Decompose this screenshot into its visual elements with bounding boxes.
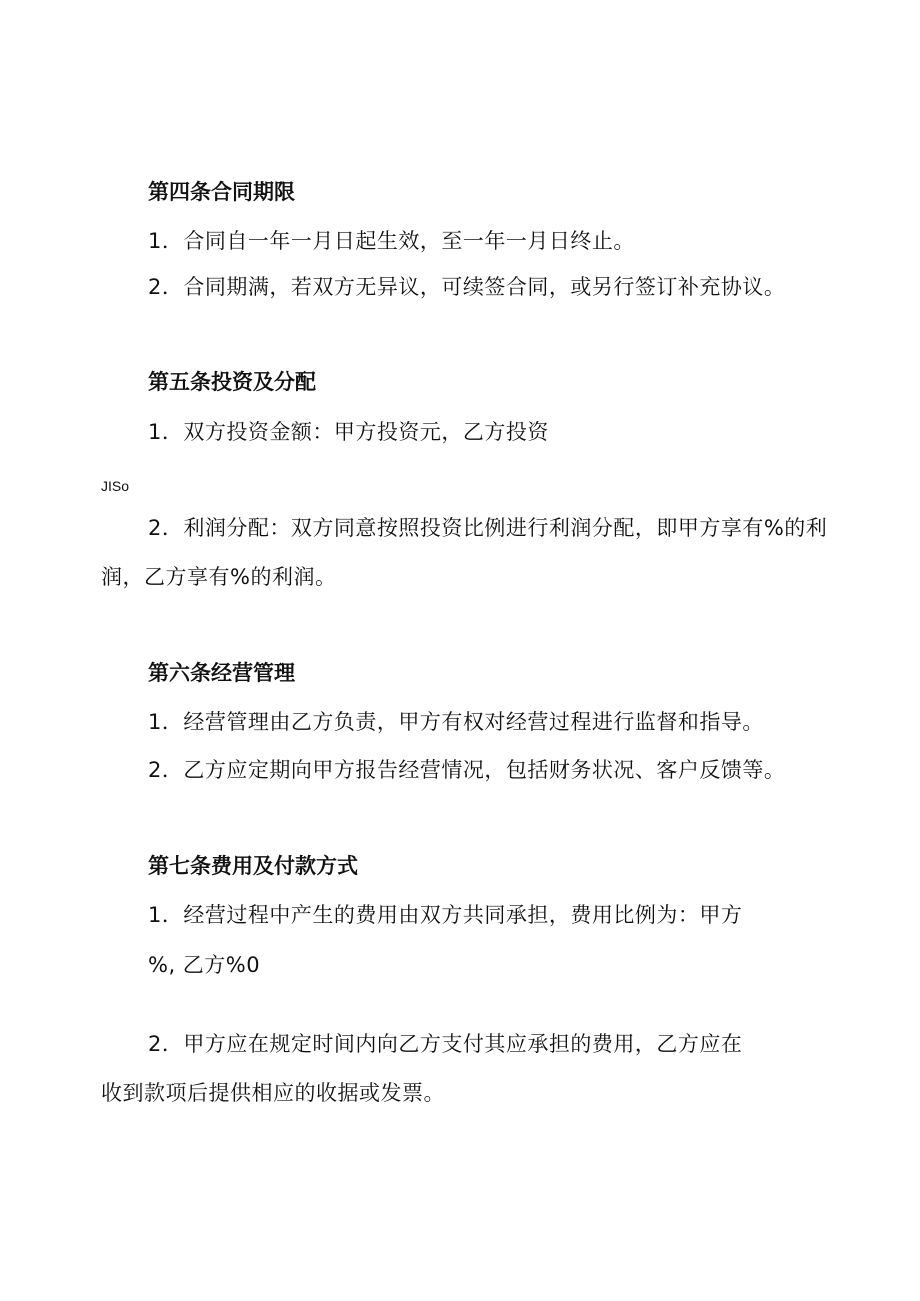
section-4-clause-1: 1．合同自一年一月日起生效，至一年一月日终止。 [148, 229, 635, 253]
section-5-clause-2-continued: 润，乙方享有%的利润。 [101, 565, 337, 589]
section-6-heading: 第六条经营管理 [148, 661, 295, 685]
section-5-heading: 第五条投资及分配 [148, 370, 316, 394]
section-7-clause-2: 2．甲方应在规定时间内向乙方支付其应承担的费用，乙方应在 [148, 1032, 743, 1056]
section-7-clause-2-continued: 收到款项后提供相应的收据或发票。 [101, 1081, 445, 1105]
section-4-heading: 第四条合同期限 [148, 180, 295, 204]
section-7-heading: 第七条费用及付款方式 [148, 854, 358, 878]
section-5-clause-2: 2．利润分配：双方同意按照投资比例进行利润分配，即甲方享有%的利 [148, 516, 828, 540]
section-7-clause-1-continued: %, 乙方%0 [148, 953, 261, 977]
section-7-clause-1: 1．经营过程中产生的费用由双方共同承担，费用比例为：甲方 [148, 903, 743, 927]
section-6-clause-1: 1．经营管理由乙方负责，甲方有权对经营过程进行监督和指导。 [148, 710, 764, 734]
section-5-fragment: JISo [101, 478, 130, 494]
section-6-clause-2: 2．乙方应定期向甲方报告经营情况，包括财务状况、客户反馈等。 [148, 758, 786, 782]
section-5-clause-1: 1．双方投资金额：甲方投资元，乙方投资 [148, 420, 549, 444]
section-4-clause-2: 2．合同期满，若双方无异议，可续签合同，或另行签订补充协议。 [148, 275, 786, 299]
